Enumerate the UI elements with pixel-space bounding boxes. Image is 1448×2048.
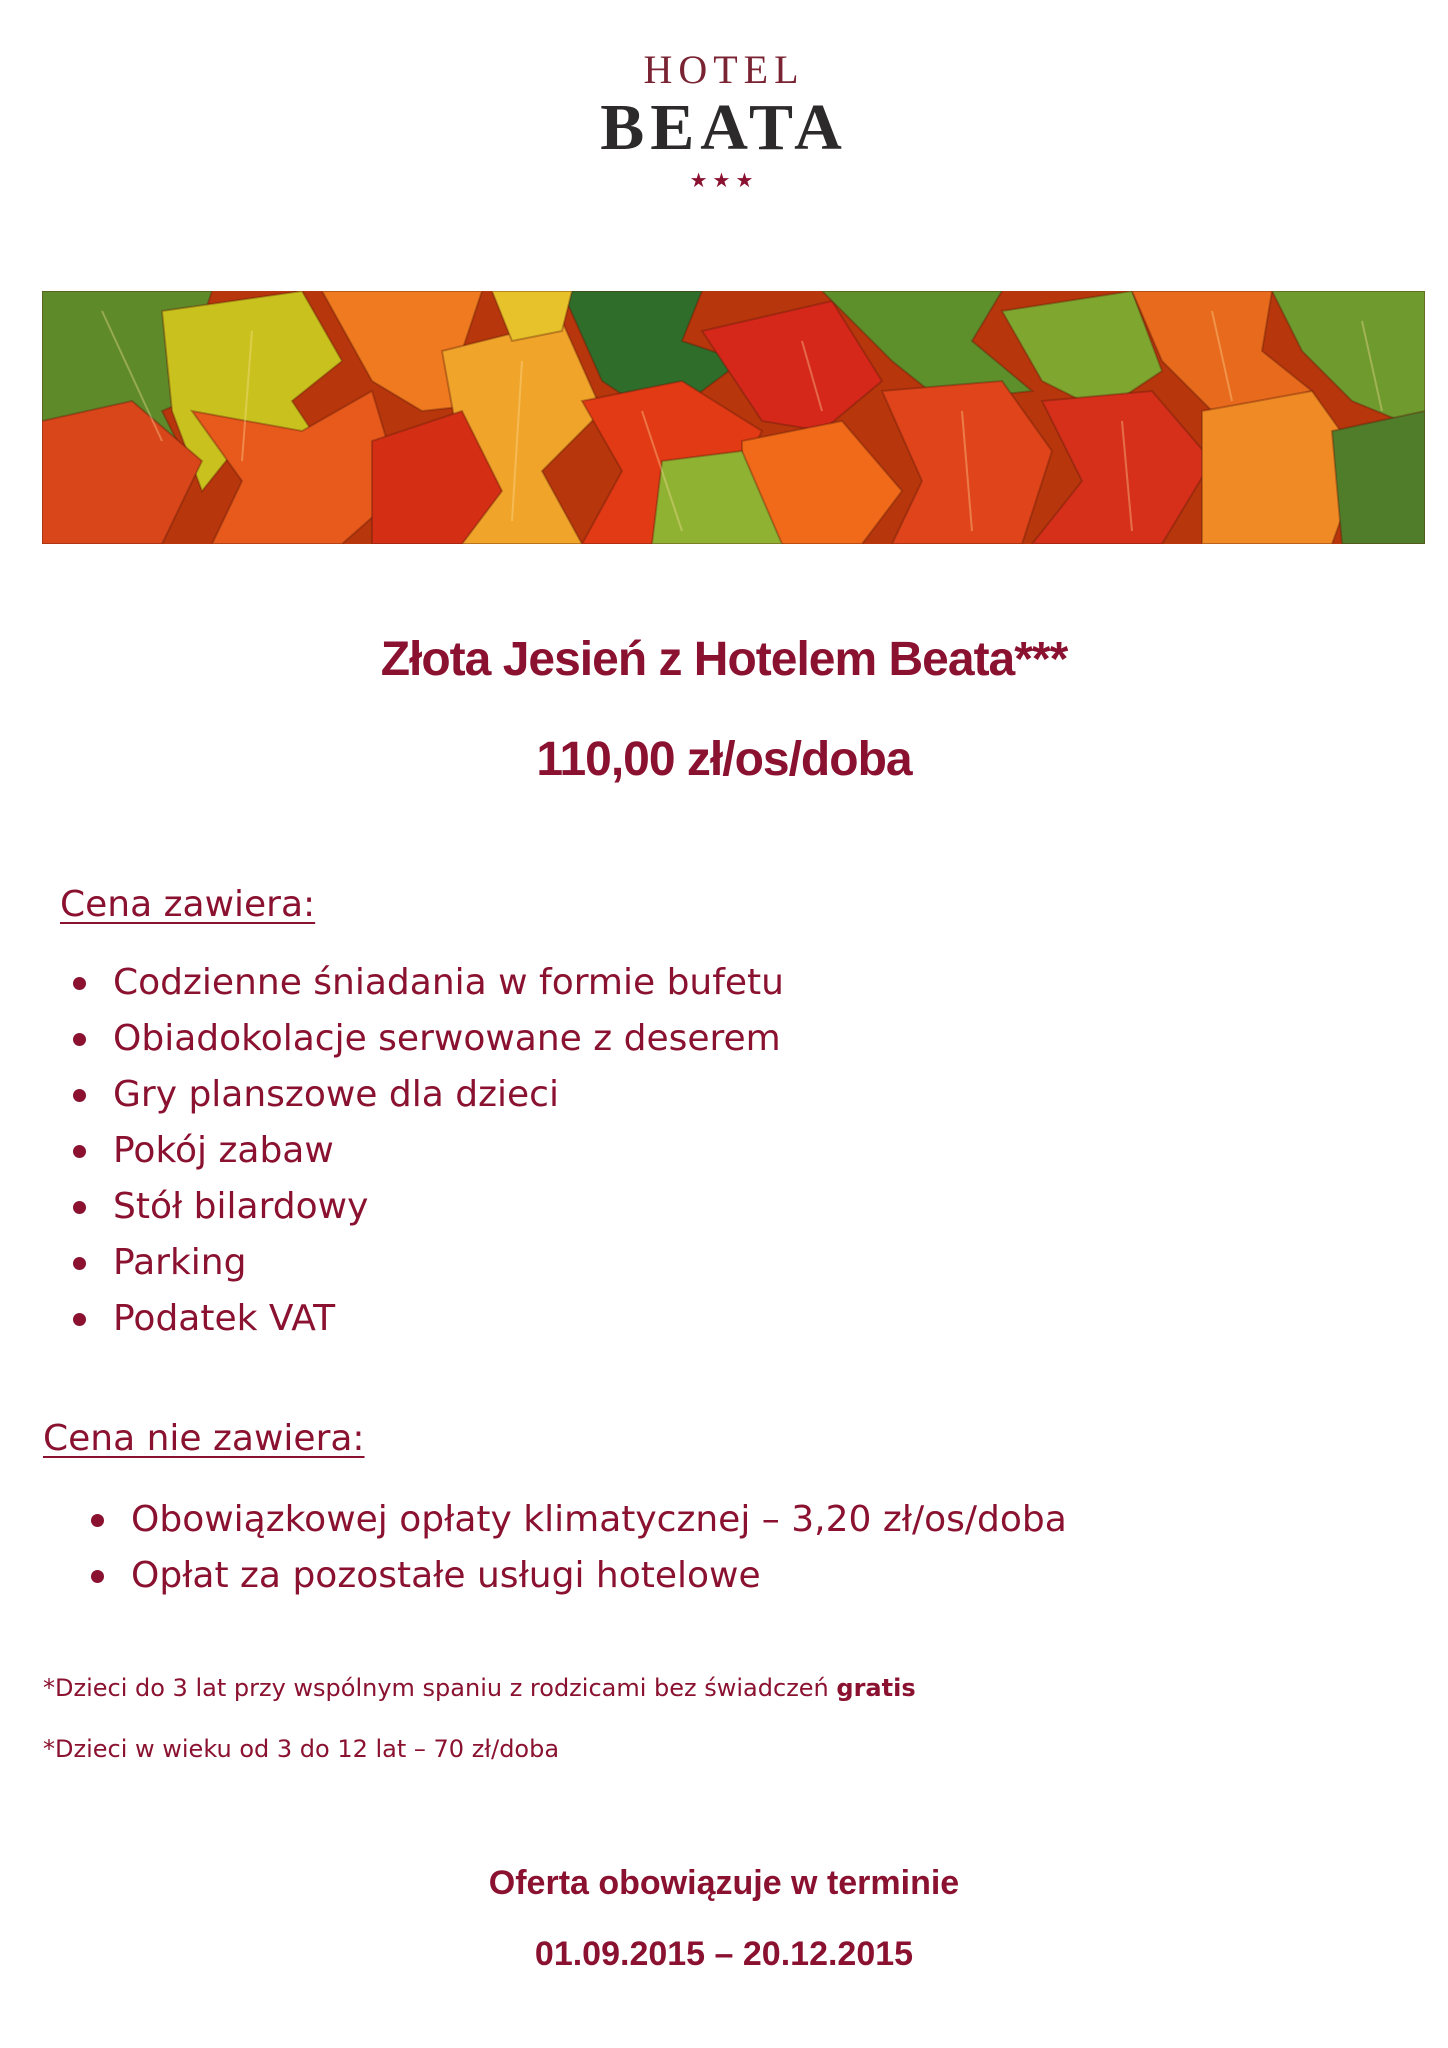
- validity-dates: 01.09.2015 – 20.12.2015: [534, 1935, 914, 1973]
- children-note-free: [43, 1671, 916, 1705]
- logo-stars-icon: ★★★: [689, 168, 759, 192]
- bullet-icon: [73, 1201, 86, 1214]
- offer-price: 110,00 zł/os/doba: [536, 733, 912, 786]
- bullet-icon: [73, 1033, 86, 1046]
- excludes-heading: Cena nie zawiera:: [43, 1418, 365, 1459]
- bullet-icon: [91, 1570, 104, 1583]
- logo-beata-text: BEATA: [600, 91, 848, 164]
- bullet-icon: [73, 1145, 86, 1158]
- bullet-icon: [91, 1514, 104, 1527]
- bullet-icon: [73, 1313, 86, 1326]
- hotel-logo: [0, 48, 1448, 194]
- bullet-icon: [73, 1257, 86, 1270]
- includes-heading: Cena zawiera:: [60, 884, 316, 925]
- logo-hotel-text: HOTEL: [643, 47, 805, 92]
- autumn-leaves-banner: [42, 291, 1425, 544]
- bullet-icon: [73, 977, 86, 990]
- note-text: *Dzieci do 3 lat przy wspólnym spaniu z rodzicami bez świadczeń: [43, 1674, 837, 1702]
- children-note-price: *Dzieci w wieku od 3 do 12 lat – 70 zł/doba: [43, 1735, 560, 1763]
- note-bold-text: gratis: [836, 1674, 916, 1702]
- validity-label: Oferta obowiązuje w terminie: [488, 1864, 960, 1902]
- offer-title: Złota Jesień z Hotelem Beata***: [380, 633, 1068, 686]
- bullet-icon: [73, 1089, 86, 1102]
